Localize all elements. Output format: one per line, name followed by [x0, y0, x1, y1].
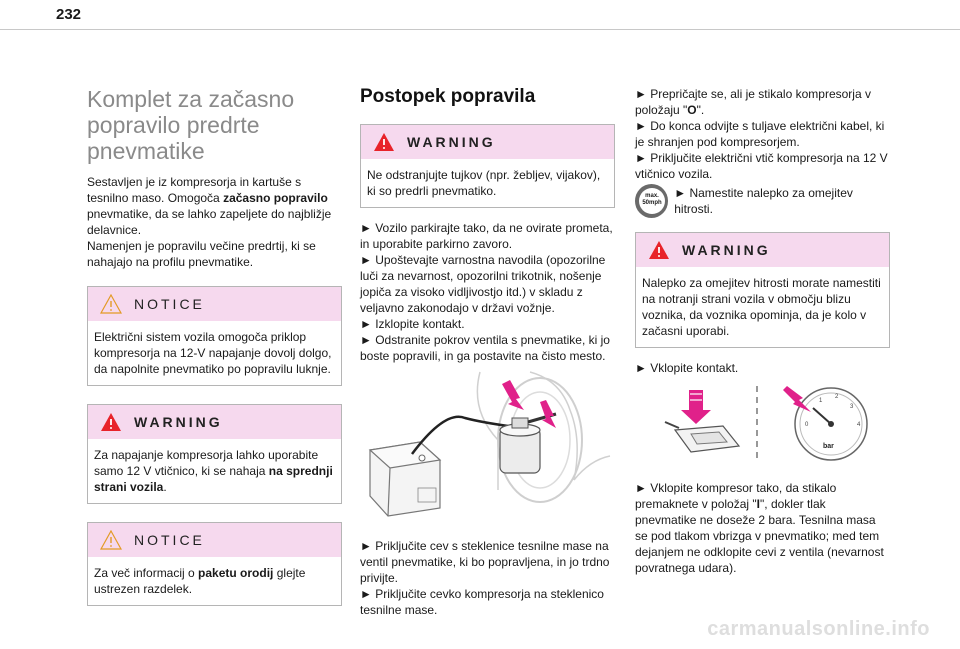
steps-text: ► Vozilo parkirajte tako, da ne ovirate prometa, in uporabite parkirno zavoro. ► Upoštevajte varnostna navodila (opozorilne luči za nevarnost, opozorilni trikotnik, nošenje jopiča za visoko vidljivostjo itd.) v skladu z veljavno zakonodajo v državi vožnje. ► Izklopite kontakt. ► Odstranite pokrov ventila s pnevmatike, ki jo boste popravili, in ga postavite na čisto mesto. [360, 221, 613, 363]
notice-label: NOTICE [134, 532, 205, 548]
notice-text: Električni sistem vozila omogoča priklop kompresorja na 12-V napajanje dovolj dolgo, da napolnite pnevmatiko po popravilu luknje. [94, 330, 332, 376]
section-title: Komplet za začasno popravilo predrte pnevmatike [87, 86, 295, 164]
notice-label: NOTICE [134, 296, 205, 312]
page-number: 232 [56, 6, 82, 23]
column-middle [360, 86, 615, 618]
notice-box [87, 286, 342, 386]
warning-label: WARNING [682, 242, 771, 258]
header-divider [0, 29, 960, 30]
warning-box [360, 124, 615, 208]
warning-triangle-icon [648, 240, 670, 260]
warning-text: Nalepko za omejitev hitrosti morate namestiti na notranji strani vozila v območju blizu voznika, da voznika opominja, da je kolo v začasni uporabi. [642, 276, 881, 338]
notice-box-2 [87, 522, 342, 606]
gauge-unit: bar [823, 443, 834, 450]
svg-text:4: 4 [857, 422, 861, 428]
column-right [635, 86, 890, 576]
compressor-illustration [360, 370, 615, 530]
svg-text:3: 3 [850, 404, 854, 410]
svg-text:0: 0 [805, 422, 809, 428]
procedure-title: Postopek popravila [360, 86, 536, 107]
svg-text:1: 1 [819, 398, 823, 404]
column-left [87, 86, 342, 606]
warning-box [87, 404, 342, 504]
intro-paragraph: Sestavljen je iz kompresorja in kartuše s tesnilno maso. Omogoča začasno popravilo pnevmatike, da se lahko zapeljete do najbližje delavnice. Namenjen je popravilu večine predrtij, ki se nahajajo na profilu pnevmatike. [87, 175, 332, 269]
watermark: carmanualsonline.info [707, 618, 930, 640]
compressor-step: ► Vklopite kompresor tako, da stikalo premaknete v položaj "I", dokler tlak pnevmatike ne doseže 2 bara. Tesnilna masa se pod tlakom vbrizga v pnevmatiko; med tem dejanjem ne odklopite cevi z ventila (nevarnost povratnega udara). [635, 481, 884, 575]
notice-triangle-icon [100, 294, 122, 314]
notice-triangle-icon [100, 530, 122, 550]
notice-text: Za več informacij o paketu orodij glejte ustrezen razdelek. [94, 566, 306, 596]
warning-label: WARNING [134, 414, 223, 430]
warning-triangle-icon [373, 132, 395, 152]
speed-limit-sticker-icon: max. 50mph [635, 184, 668, 218]
steps-text: ► Prepričajte se, ali je stikalo kompresorja v položaju "O". ► Do konca odvijte s tuljave električni kabel, ki je shranjen pod kompresorjem. ► Priključite električni vtič kompresorja na 12 V vtičnico vozila. [635, 87, 888, 181]
svg-text:2: 2 [835, 394, 839, 400]
warning-box [635, 232, 890, 348]
warning-text: Za napajanje kompresorja lahko uporabite samo 12 V vtičnico, ki se nahaja na sprednji strani vozila. [94, 448, 333, 494]
warning-label: WARNING [407, 134, 496, 150]
contact-step: ► Vklopite kontakt. [635, 361, 739, 375]
steps-text-2: ► Priključite cev s steklenice tesnilne mase na ventil pnevmatike, ki bo popravljena, in jo trdno privijte. ► Priključite cevko kompresorja na steklenico tesnilne mase. [360, 539, 610, 617]
switch-and-gauge-illustration [635, 384, 890, 466]
warning-triangle-icon [100, 412, 122, 432]
sticker-step: max. 50mph ► Namestite nalepko za omejitev hitrosti. [635, 184, 890, 218]
warning-text: Ne odstranjujte tujkov (npr. žebljev, vijakov), ki so predrli pnevmatiko. [367, 168, 601, 198]
